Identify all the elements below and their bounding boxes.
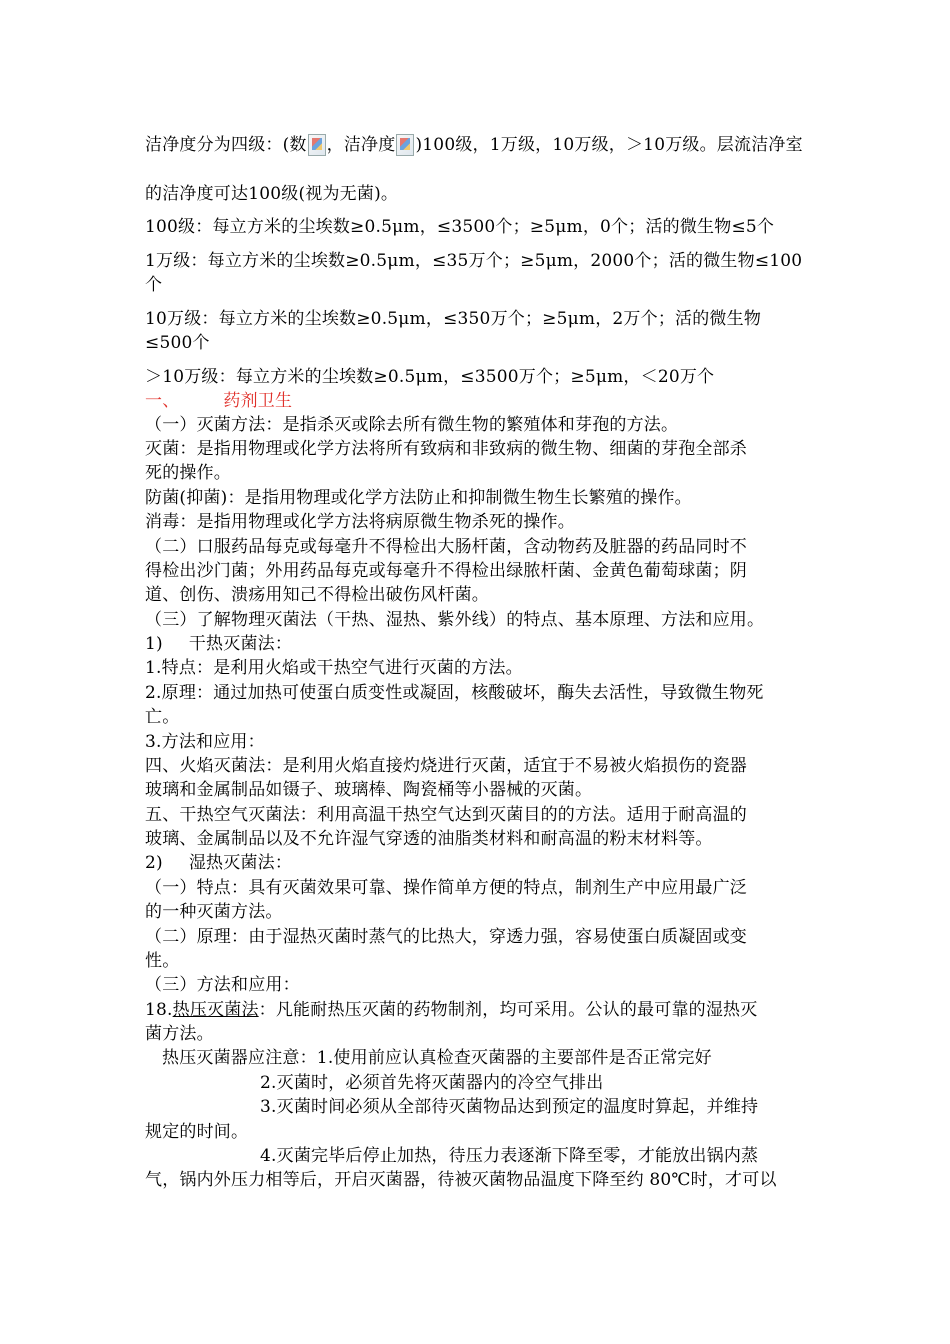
heading-text: 药剂卫生 (223, 391, 293, 411)
paragraph-line: 死的操作。 (145, 463, 231, 483)
paragraph-line: 的洁净度可达100级(视为无菌)。 (145, 184, 399, 204)
section-heading (145, 389, 809, 413)
paragraph-line: 性。 (145, 951, 180, 971)
paragraph-line: 防菌(抑菌)：是指用物理或化学方法防止和抑制微生物生长繁殖的操作。 (145, 488, 692, 508)
paragraph-line: 玻璃和金属制品如镊子、玻璃棒、陶瓷桶等小器械的灭菌。 (145, 780, 593, 800)
paragraph-line: 亡。 (145, 707, 180, 727)
paragraph-line (145, 998, 809, 1022)
paragraph-line: 四、火焰灭菌法：是利用火焰直接灼烧进行灭菌，适宜于不易被火焰损伤的瓷器 (145, 756, 747, 776)
paragraph-line: 的一种灭菌方法。 (145, 902, 283, 922)
paragraph-line: 规定的时间。 (145, 1122, 249, 1142)
paragraph-line: ＞10万级：每立方米的尘埃数≥0.5μm，≤3500万个；≥5μm，＜20万个 (145, 367, 715, 387)
paragraph-line: 100级：每立方米的尘埃数≥0.5μm，≤3500个；≥5μm，0个；活的微生物≤5个 (145, 217, 775, 237)
paragraph-line: 3.方法和应用： (145, 732, 265, 752)
paragraph-line: 道、创伤、溃疡用知己不得检出破伤风杆菌。 (145, 585, 489, 605)
paragraph-line: 气，锅内外压力相等后，开启灭菌器，待被灭菌物品温度下降至约 80℃时，才可以 (145, 1170, 777, 1190)
paragraph-line: 五、干热空气灭菌法：利用高温干热空气达到灭菌目的的方法。适用于耐高温的 (145, 805, 747, 825)
paragraph-line: 10万级：每立方米的尘埃数≥0.5μm，≤350万个；≥5μm，2万个；活的微生物 (145, 309, 762, 329)
paragraph-line (145, 133, 809, 157)
underlined-term: 热压灭菌法 (172, 1000, 259, 1020)
paragraph-line: （一）特点：具有灭菌效果可靠、操作简单方便的特点，制剂生产中应用最广泛 (145, 878, 747, 898)
paragraph-line: 菌方法。 (145, 1024, 214, 1044)
broken-image-icon (308, 134, 326, 156)
heading-number: 一、 (145, 391, 180, 411)
broken-image-icon (396, 134, 414, 156)
paragraph-line: 玻璃、金属制品以及不允许湿气穿透的油脂类材料和耐高温的粉末材料等。 (145, 829, 713, 849)
paragraph-line: ≤500个 (145, 333, 210, 353)
paragraph-line: 热压灭菌器应注意：1.使用前应认真检查灭菌器的主要部件是否正常完好 (162, 1048, 712, 1068)
text-run: )100级，1万级，10万级，＞10万级。层流洁净室 (415, 135, 803, 155)
paragraph-line: （三）方法和应用： (145, 975, 300, 995)
list-item (145, 851, 809, 875)
list-text: 干热灭菌法： (188, 634, 293, 654)
text-run: ：凡能耐热压灭菌的药物制剂，均可采用。公认的最可靠的湿热灭 (258, 1000, 758, 1020)
paragraph-line: （二）口服药品每克或每毫升不得检出大肠杆菌，含动物药及脏器的药品同时不 (145, 537, 747, 557)
paragraph-line: 2.灭菌时，必须首先将灭菌器内的冷空气排出 (260, 1073, 604, 1093)
paragraph-line: 得检出沙门菌；外用药品每克或每毫升不得检出绿脓杆菌、金黄色葡萄球菌；阴 (145, 561, 747, 581)
list-text: 湿热灭菌法： (188, 853, 293, 873)
paragraph-line: （二）原理：由于湿热灭菌时蒸气的比热大，穿透力强，容易使蛋白质凝固或变 (145, 927, 747, 947)
text-run: ，洁净度 (326, 135, 396, 155)
paragraph-line: 个 (145, 275, 163, 295)
list-number: 18. (145, 1000, 173, 1020)
list-number: 1) (145, 634, 163, 654)
paragraph-line: 4.灭菌完毕后停止加热，待压力表逐渐下降至零，才能放出锅内蒸 (260, 1146, 759, 1166)
paragraph-line: 消毒：是指用物理或化学方法将病原微生物杀死的操作。 (145, 512, 575, 532)
list-number: 2) (145, 853, 163, 873)
text-run: 洁净度分为四级：(数 (145, 135, 307, 155)
paragraph-line: （一）灭菌方法：是指杀灭或除去所有微生物的繁殖体和芽孢的方法。 (145, 415, 679, 435)
paragraph-line: 3.灭菌时间必须从全部待灭菌物品达到预定的温度时算起，并维持 (260, 1097, 759, 1117)
paragraph-line: 1万级：每立方米的尘埃数≥0.5μm，≤35万个；≥5μm，2000个；活的微生物≤100 (145, 251, 803, 271)
paragraph-line: 2.原理：通过加热可使蛋白质变性或凝固，核酸破坏，酶失去活性，导致微生物死 (145, 683, 764, 703)
paragraph-line: 灭菌：是指用物理或化学方法将所有致病和非致病的微生物、细菌的芽孢全部杀 (145, 439, 747, 459)
paragraph-line: （三）了解物理灭菌法（干热、湿热、紫外线）的特点、基本原理、方法和应用。 (145, 610, 765, 630)
list-item (145, 632, 809, 656)
paragraph-line: 1.特点：是利用火焰或干热空气进行灭菌的方法。 (145, 658, 523, 678)
